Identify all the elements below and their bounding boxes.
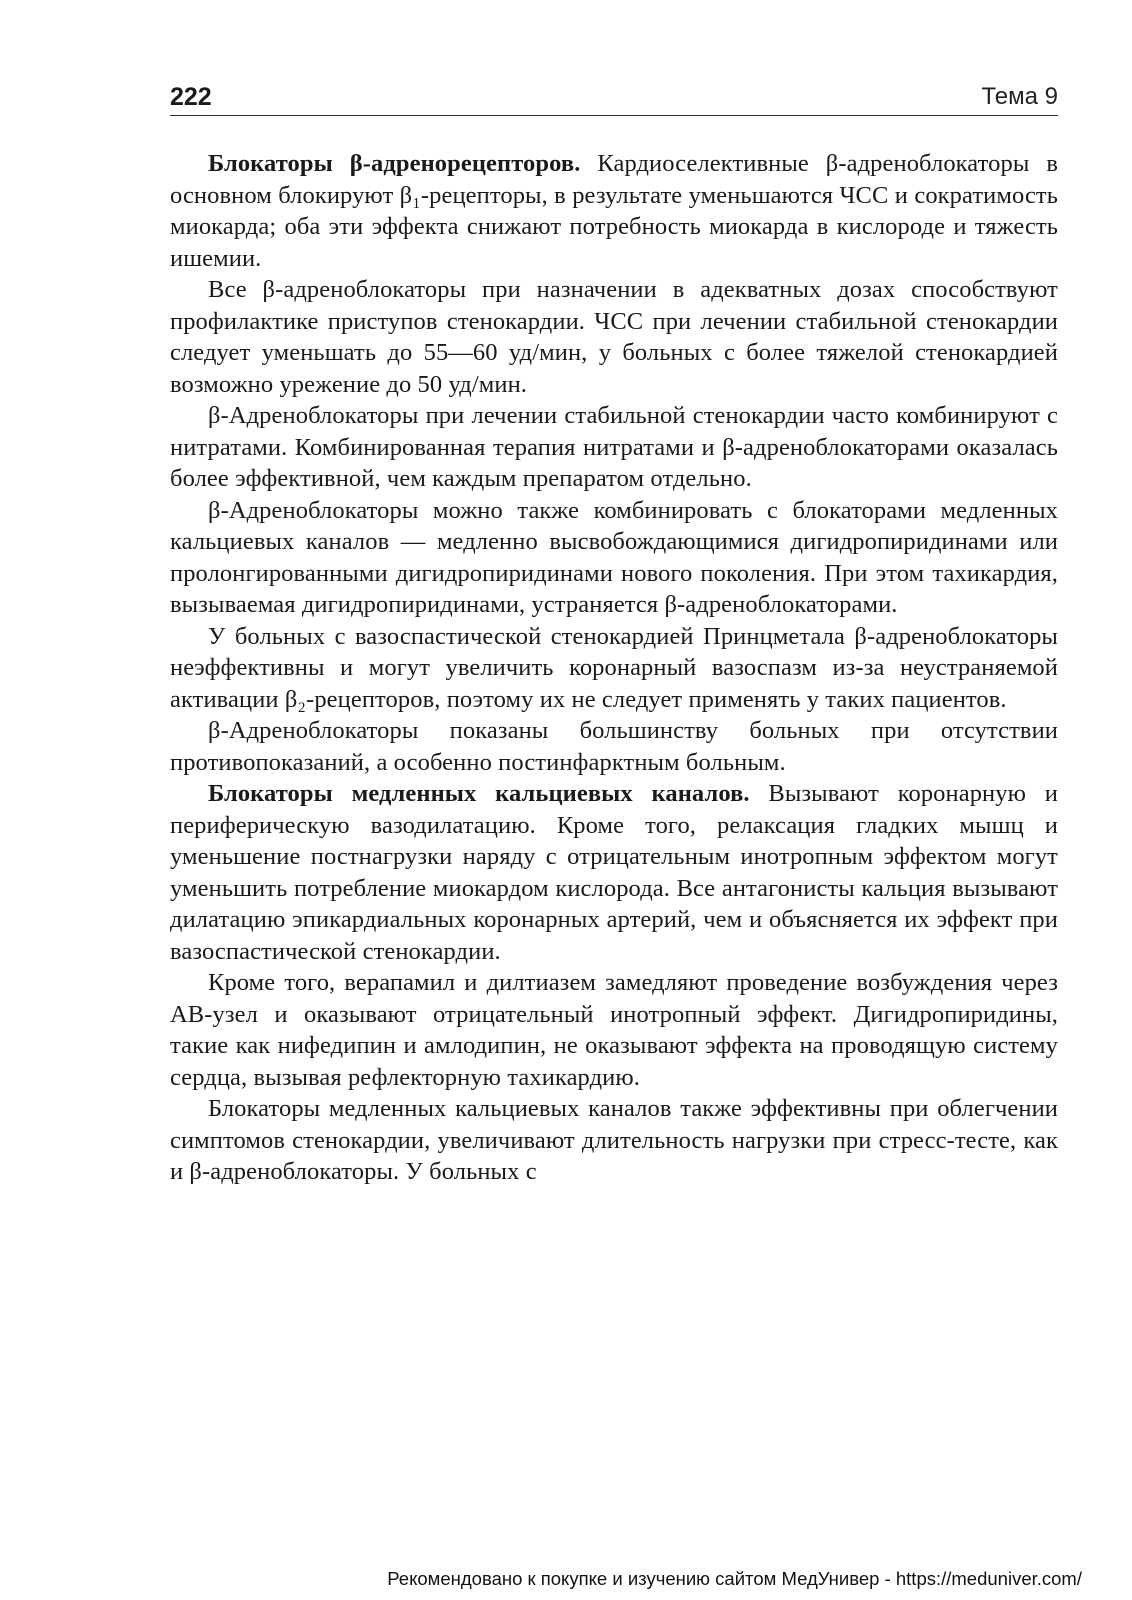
paragraph (170, 715, 1058, 778)
paragraph-calcium-blockers-intro (170, 778, 1058, 967)
paragraph-text: Вызывают коронарную и периферическую вазодилатацию. Кроме того, релаксация гладких мышц и уменьшение постнагрузки наряду с отрицательным инотропным эффектом могут уменьшить потребление миокардом кислорода. Все антагонисты кальция вызывают дилатацию эпикардиальных коронарных артерий, чем и объясняется их эффект при вазоспастической стенокардии. (170, 780, 1058, 965)
paragraph-beta-blockers-intro (170, 148, 1058, 274)
footer-recommendation-link[interactable]: Рекомендовано к покупке и изучению сайтом МедУнивер - https://meduniver.com/ (387, 1568, 1082, 1589)
paragraph-lead: Блокаторы медленных кальциевых каналов. (208, 780, 750, 807)
page-header (170, 82, 1058, 116)
paragraph (170, 967, 1058, 1093)
paragraph (170, 274, 1058, 400)
paragraph-lead: Блокаторы β-адренорецепторов. (208, 150, 581, 177)
paragraph-text: Все β-адреноблокаторы при назначении в адекватных дозах способствуют профилактике приступов стенокардии. ЧСС при лечении стабильной стенокардии следует уменьшать до 55—60 уд/мин, у больных с более тяжелой стенокардией возможно урежение до 50 уд/мин. (170, 276, 1058, 398)
paragraph-text: β-Адреноблокаторы при лечении стабильной стенокардии часто комбинируют с нитратами. Комбинированная терапия нитратами и β-адреноблокаторами оказалась более эффективной, чем каждым препаратом отдельно. (170, 402, 1058, 492)
paragraph-text: Блокаторы медленных кальциевых каналов также эффективны при облегчении симптомов стенокардии, увеличивают длительность нагрузки при стресс-тесте, как и β-адреноблокаторы. У больных с (170, 1095, 1058, 1185)
page-number: 222 (170, 83, 212, 111)
paragraph-text: У больных с вазоспастической стенокардией Принцметала β-адреноблокаторы неэффективны и могут увеличить коронарный вазоспазм из-за неустраняемой активации β₂-рецепторов, поэтому их не следует применять у таких пациентов. (170, 622, 1058, 713)
paragraph (170, 621, 1058, 716)
chapter-title: Тема 9 (981, 83, 1058, 110)
paragraph-text: β-Адреноблокаторы показаны большинству больных при отсутствии противопоказаний, а особенно постинфарктным больным. (170, 717, 1058, 776)
paragraph (170, 495, 1058, 621)
paragraph (170, 1093, 1058, 1188)
header-rule (170, 115, 1058, 116)
paragraph-text: β-Адреноблокаторы можно также комбинировать с блокаторами медленных кальциевых каналов — медленно высвобождающимися дигидропиридинами или пролонгированными дигидропиридинами нового поколения. При этом тахикардия, вызываемая дигидропиридинами, устраняется β-адреноблокаторами. (170, 496, 1058, 618)
paragraph-text: Кроме того, верапамил и дилтиазем замедляют проведение возбуждения через АВ-узел и оказывают отрицательный инотропный эффект. Дигидропиридины, такие как нифедипин и амлодипин, не оказывают эффекта на проводящую систему сердца, вызывая рефлекторную тахикардию. (170, 969, 1058, 1091)
body-text (170, 148, 1058, 1188)
paragraph-text: Кардиоселективные β-адреноблокаторы в основном блокируют β₁-рецепторы, в результате уменьшаются ЧСС и сократимость миокарда; оба эти эффекта снижают потребность миокарда в кислороде и тяжесть ишемии. (170, 150, 1058, 272)
paragraph (170, 400, 1058, 495)
